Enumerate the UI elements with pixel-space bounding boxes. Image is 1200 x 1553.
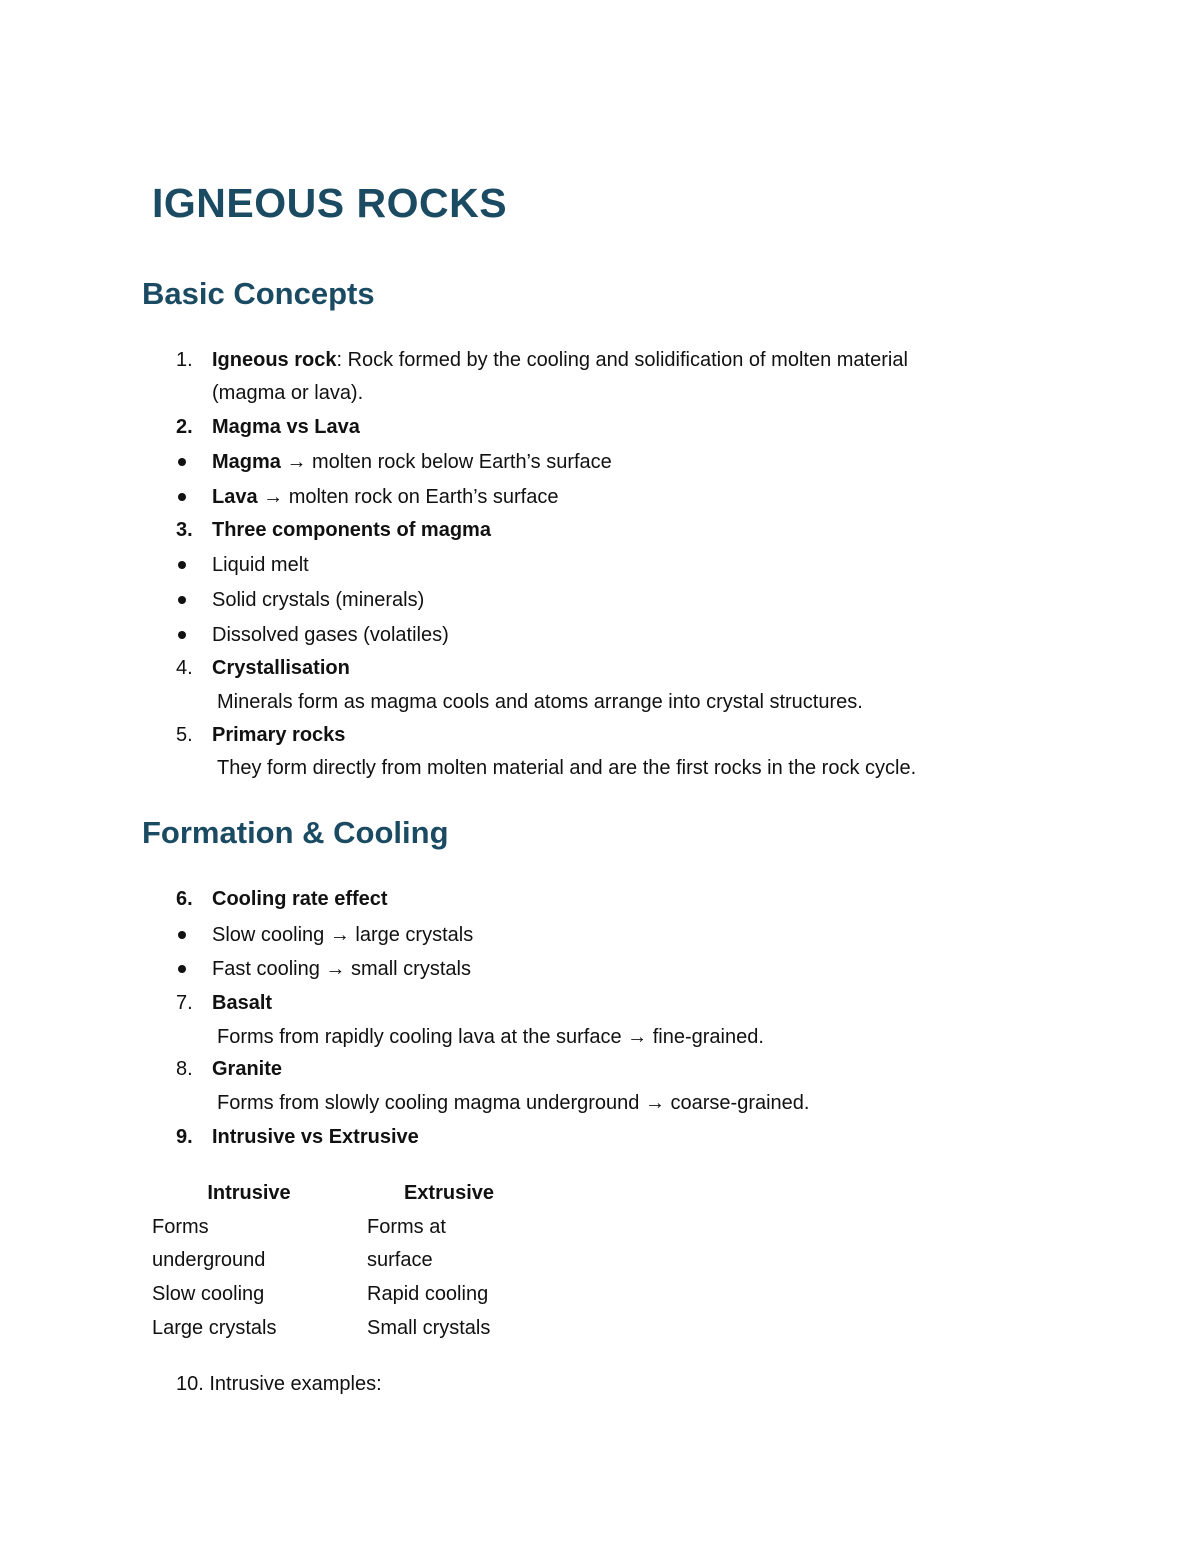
section-heading-basic-concepts: Basic Concepts: [142, 276, 375, 311]
item-description: Forms from slowly cooling magma underground → coarse-grained.: [217, 1092, 810, 1114]
table-header-intrusive: Intrusive: [207, 1182, 291, 1204]
bullet-icon: [178, 931, 186, 939]
item-number: 2.: [176, 416, 193, 438]
item-number: 7.: [176, 992, 193, 1014]
table-cell: Forms at: [367, 1216, 446, 1238]
list-item-basalt: Basalt: [212, 992, 273, 1014]
item-number: 9.: [176, 1126, 193, 1148]
bullet-item-magma: [212, 449, 612, 475]
table-cell: Large crystals: [152, 1317, 277, 1339]
list-item-three-components: Three components of magma: [212, 519, 491, 541]
item-number: 1.: [176, 349, 193, 371]
list-item-magma-vs-lava: Magma vs Lava: [212, 416, 360, 438]
item-number: 5.: [176, 724, 193, 746]
bullet-icon: [178, 631, 186, 639]
definition: : Rock formed by the cooling and solidification of molten material: [336, 349, 908, 371]
bullet-icon: [178, 596, 186, 604]
page-title: IGNEOUS ROCKS: [152, 180, 508, 226]
table-cell: Rapid cooling: [367, 1283, 489, 1305]
list-item-crystallisation: Crystallisation: [212, 657, 350, 679]
item-number: 4.: [176, 657, 193, 679]
bullet-icon: [178, 965, 186, 973]
bullet-item: Slow cooling → large crystals: [212, 924, 474, 946]
list-item-intrusive-vs-extrusive: Intrusive vs Extrusive: [212, 1126, 419, 1148]
bullet-item: Liquid melt: [212, 554, 309, 576]
bullet-icon: [178, 458, 186, 466]
bullet-item-lava: [212, 484, 558, 510]
table-cell: Slow cooling: [152, 1283, 265, 1305]
item-number: 6.: [176, 888, 193, 910]
item-number: 8.: [176, 1058, 193, 1080]
table-cell: Forms: [152, 1216, 209, 1238]
bullet-item: Fast cooling → small crystals: [212, 958, 471, 980]
list-item-igneous-rock: [212, 347, 908, 373]
bullet-item: Dissolved gases (volatiles): [212, 624, 449, 646]
definition: → molten rock below Earth’s surface: [280, 451, 612, 473]
table-cell: surface: [367, 1249, 433, 1271]
bullet-icon: [178, 493, 186, 501]
list-item-granite: Granite: [212, 1058, 283, 1080]
table-cell: underground: [152, 1249, 266, 1271]
item-number: 3.: [176, 519, 193, 541]
item-description: They form directly from molten material and are the first rocks in the rock cycle.: [217, 757, 917, 779]
term: Magma: [212, 451, 281, 473]
bullet-icon: [178, 561, 186, 569]
bullet-item: Solid crystals (minerals): [212, 589, 425, 611]
list-item-cooling-rate: Cooling rate effect: [212, 888, 388, 910]
term: Lava: [212, 486, 258, 508]
table-cell: Small crystals: [367, 1317, 491, 1339]
list-item-intrusive-examples: 10. Intrusive examples:: [176, 1373, 382, 1395]
definition: → molten rock on Earth’s surface: [257, 486, 559, 508]
list-item-primary-rocks: Primary rocks: [212, 724, 346, 746]
definition-continued: (magma or lava).: [212, 382, 364, 404]
item-description: Minerals form as magma cools and atoms arrange into crystal structures.: [217, 691, 863, 713]
item-description: Forms from rapidly cooling lava at the surface → fine-grained.: [217, 1026, 764, 1048]
section-heading-formation-cooling: Formation & Cooling: [142, 815, 449, 850]
table-header-extrusive: Extrusive: [403, 1182, 495, 1204]
term: Igneous rock: [212, 349, 337, 371]
